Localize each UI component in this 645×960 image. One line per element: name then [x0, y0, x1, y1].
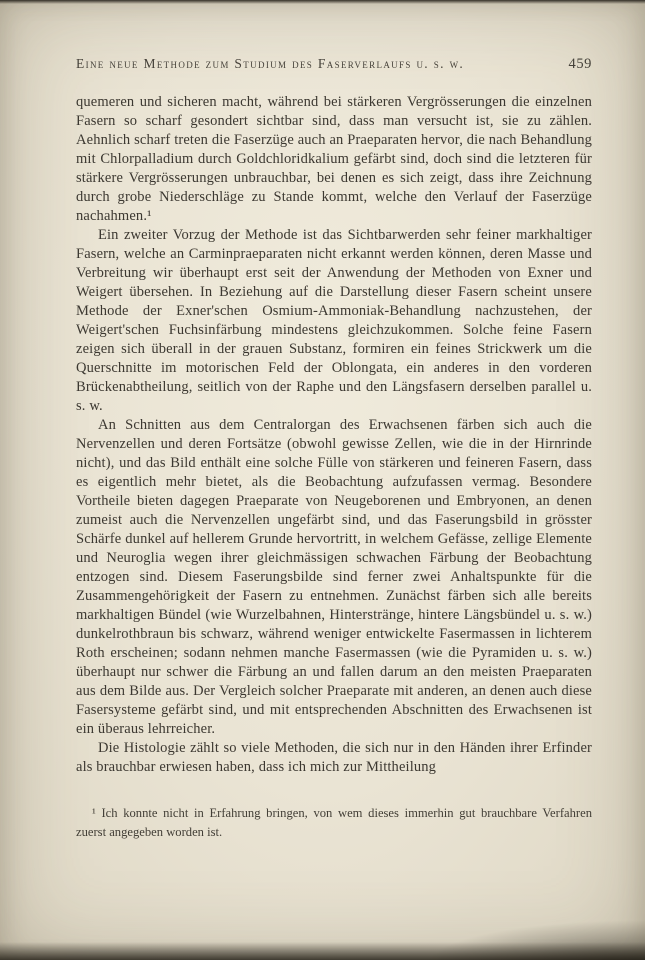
scan-edge-top	[0, 0, 645, 4]
page-number: 459	[568, 56, 592, 72]
body-paragraph: An Schnitten aus dem Centralorgan des Erwachsenen färben sich auch die Nervenzellen und deren Fortsätze (obwohl gewisse Zellen, wie die in der Hirnrinde nicht), und das Bild enthält eine solche Fülle von stärkeren und feineren Fasern, dass es eigentlich mehr bietet, als die Beobachtung aufzufassen vermag. Besondere Vortheile bieten dagegen Praeparate von Neugeborenen und Embryonen, an denen zumeist auch die Nervenzellen ungefärbt sind, und das Faserungsbild in grösster Schärfe dunkel auf hellerem Grunde hervortritt, in welchem Gefässe, zellige Elemente und Neuroglia wegen ihrer gleichmässigen schwachen Färbung der Beobachtung entzogen sind. Diesem Faserungsbilde sind ferner zwei Anhaltspunkte für die Zusammengehörigkeit der Fasern zu entnehmen. Zunächst färben sich alle bereits markhaltigen Bündel (wie Wurzelbahnen, Hinterstränge, hintere Längsbündel u. s. w.) dunkelrothbraun bis schwarz, während weniger entwickelte Fasermassen in lichterem Roth erscheinen; sodann nehmen manche Fasermassen (wie die Pyramiden u. s. w.) überhaupt nur schwer die Färbung an und fallen darum an den meisten Praeparaten aus dem Bilde aus. Der Vergleich solcher Praeparate mit anderen, an denen auch diese Fasersysteme gefärbt sind, und mit entsprechenden Abschnitten des Erwachsenen ist ein überaus lehrreicher.	[76, 417, 592, 737]
scan-edge-bottom	[0, 942, 645, 960]
body-paragraph: Die Histologie zählt so viele Methoden, die sich nur in den Händen ihrer Erfinder als brauchbar erwiesen haben, dass ich mich zur Mittheilung	[76, 740, 592, 775]
running-header-title: Eine neue Methode zum Studium des Faserverlaufs u. s. w.	[76, 56, 465, 71]
body-paragraph: Ein zweiter Vorzug der Methode ist das Sichtbarwerden sehr feiner markhaltiger Fasern, welche an Carminpraeparaten nicht erkannt werden können, deren Masse und Verbreitung wir überhaupt erst seit der Anwendung der Methoden von Exner und Weigert übersehen. In Beziehung auf die Darstellung dieser Fasern scheint unsere Methode der Exner'schen Osmium-Ammoniak-Behandlung nachzustehen, der Weigert'schen Fuchsinfärbung mindestens gleichzukommen. Solche feine Fasern zeigen sich überall in der grauen Substanz, formiren ein feines Strickwerk um die Querschnitte im motorischen Feld der Oblongata, ein anderes in den vorderen Brückenabtheilung, seitlich von der Raphe und den Längsfasern derselben parallel u. s. w.	[76, 227, 592, 414]
footnote: ¹ Ich konnte nicht in Erfahrung bringen, von wem dieses immerhin gut brauchbare Verfahren zuerst angegeben worden ist.	[76, 806, 592, 839]
body-paragraph: quemeren und sicheren macht, während bei stärkeren Vergrösserungen die einzelnen Fasern so scharf gesondert sichtbar sind, dass man versucht ist, sie zu zählen. Aehnlich scharf treten die Faserzüge auch an Praeparaten hervor, die nach Behandlung mit Chlorpalladium durch Goldchloridkalium gefärbt sind, doch sind die letzteren für stärkere Vergrösserungen unbrauchbar, bei denen es sich zeigt, dass ihre Zeichnung durch grobe Niederschläge zu Stande kommt, welche den Verlauf der Faserzüge nachahmen.¹	[76, 94, 592, 224]
page-content	[76, 56, 592, 841]
running-header	[76, 56, 592, 73]
